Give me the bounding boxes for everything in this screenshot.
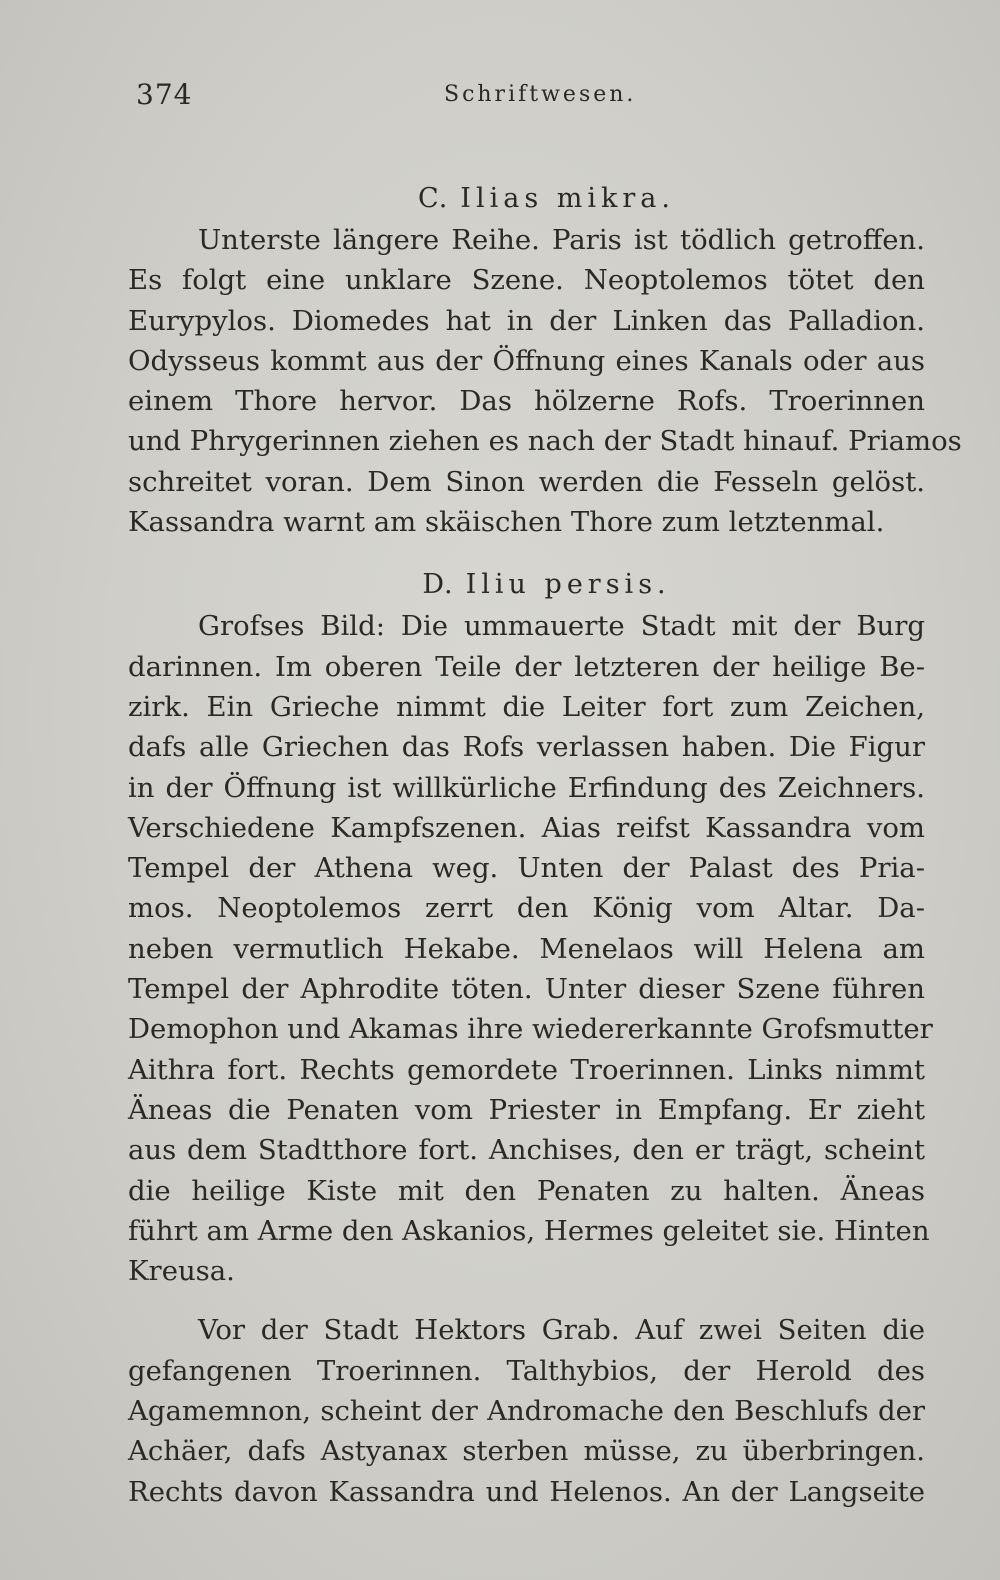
section-heading-d [128,564,925,606]
text-line: Kreusa. [128,1255,235,1288]
text-line: Äneas die Penaten vom Priester in Empfang. Er zieht [128,1093,925,1126]
text-line: schreitet voran. Dem Sinon werden die Fesseln gelöst. [128,465,925,498]
text-line: Verschiedene Kampfszenen. Aias reifst Kassandra vom [128,811,925,844]
text-line: Kassandra warnt am skäischen Thore zum letztenmal. [128,506,885,539]
section-heading-title: Ilias mikra. [460,183,675,214]
paragraph-hektors-grab [128,1310,925,1511]
page-number: 374 [136,78,193,111]
text-line: dafs alle Griechen das Rofs verlassen haben. Die Figur [128,731,925,764]
section-heading-letter: C. [418,183,449,214]
page-header [136,78,936,118]
text-line: zirk. Ein Grieche nimmt die Leiter fort zum Zeichen, [128,690,925,723]
text-line: Odysseus kommt aus der Öffnung eines Kanals oder aus [128,344,925,377]
text-line: Aithra fort. Rechts gemordete Troerinnen. Links nimmt [128,1053,925,1086]
text-line: mos. Neoptolemos zerrt den König vom Altar. Da- [128,892,925,925]
running-head: Schriftwesen. [444,82,637,107]
text-line: neben vermutlich Hekabe. Menelaos will Helena am [128,932,925,965]
text-line: Eurypylos. Diomedes hat in der Linken das Palladion. [128,304,925,337]
text-line: und Phrygerinnen ziehen es nach der Stadt hinauf. Priamos [128,425,962,458]
text-line: aus dem Stadtthore fort. Anchises, den er trägt, scheint [128,1134,925,1167]
text-line: führt am Arme den Askanios, Hermes geleitet sie. Hinten [128,1214,930,1247]
text-line: Rechts davon Kassandra und Helenos. An der Langseite [128,1475,925,1508]
section-heading-c [128,178,925,220]
text-line: in der Öffnung ist willkürliche Erfindung des Zeichners. [128,771,925,804]
body-text [128,178,962,1512]
text-line: Agamemnon, scheint der Andromache den Beschlufs der [128,1395,925,1428]
text-line: Tempel der Athena weg. Unten der Palast des Pria- [128,852,925,885]
text-line: Es folgt eine unklare Szene. Neoptolemos tötet den [128,264,925,297]
section-heading-letter: D. [422,569,454,601]
text-line: einem Thore hervor. Das hölzerne Rofs. Troerinnen [128,385,925,418]
text-line: Tempel der Aphrodite töten. Unter dieser Szene führen [128,973,925,1006]
text-line: Vor der Stadt Hektors Grab. Auf zwei Seiten die [198,1314,925,1347]
text-line: die heilige Kiste mit den Penaten zu halten. Äneas [128,1174,925,1207]
section-heading-title: Iliu persis. [465,569,671,601]
text-line: gefangenen Troerinnen. Talthybios, der Herold des [128,1354,925,1387]
text-line: Unterste längere Reihe. Paris ist tödlich getroffen. [198,224,925,256]
text-line: Achäer, dafs Astyanax sterben müsse, zu überbringen. [128,1435,925,1468]
paragraph-ilias-mikra [128,220,962,542]
text-line: darinnen. Im oberen Teile der letzteren der heilige Be- [128,650,925,683]
text-line: Grofses Bild: Die ummauerte Stadt mit der Burg [198,610,925,643]
text-line: Demophon und Akamas ihre wiedererkannte Grofsmutter [128,1013,933,1046]
paragraph-iliu-persis [128,606,933,1291]
